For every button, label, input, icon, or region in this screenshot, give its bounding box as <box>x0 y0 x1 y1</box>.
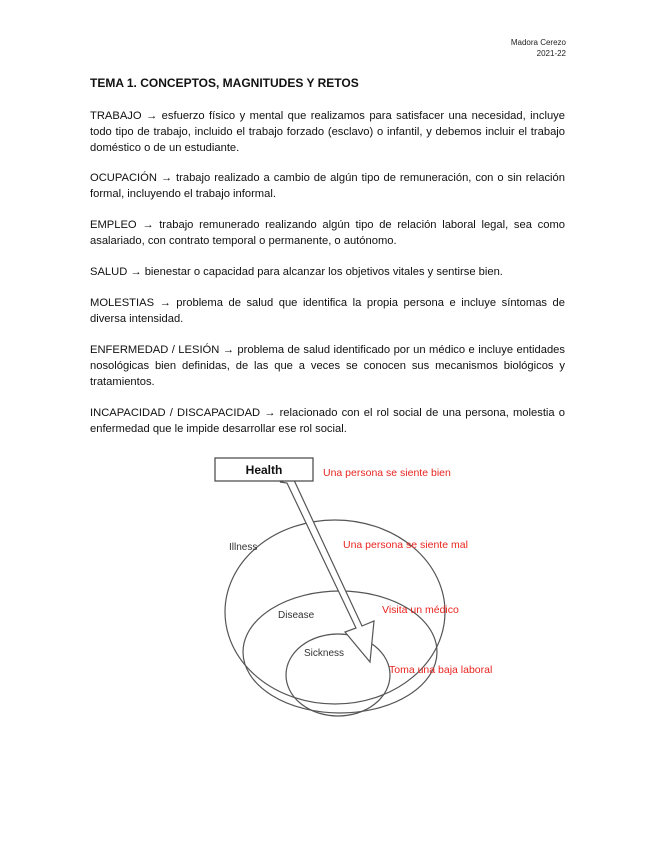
note-illness: Una persona se siente mal <box>343 539 468 551</box>
note-health: Una persona se siente bien <box>323 467 451 479</box>
sickness-label: Sickness <box>304 648 345 659</box>
health-illness-diagram <box>200 452 530 722</box>
definition-molestias: MOLESTIAS → problema de salud que identifica la propia persona e incluye síntomas de diversa intensidad. <box>90 297 565 325</box>
page-title: TEMA 1. CONCEPTOS, MAGNITUDES Y RETOS <box>90 76 359 90</box>
disease-label: Disease <box>278 610 315 621</box>
definition-empleo: EMPLEO → trabajo remunerado realizando algún tipo de relación laboral legal, sea como asalariado, con contrato temporal o permanente, o autónomo. <box>90 219 565 247</box>
definition-enfermedad: ENFERMEDAD / LESIÓN → problema de salud identificado por un médico e incluye entidades nosológicas bien definidas, de las que a veces se conocen sus mecanismos biológicos y tratamientos. <box>90 344 565 388</box>
health-label: Health <box>245 463 283 477</box>
document-header <box>511 37 566 59</box>
note-disease: Visita un médico <box>382 604 459 616</box>
definition-trabajo: TRABAJO → esfuerzo físico y mental que realizamos para satisfacer una necesidad, incluye todo tipo de trabajo, incluido el trabajo forzado (esclavo) o infantil, y debemos incluir el trabajo doméstico o de un estudiante. <box>90 110 565 154</box>
academic-year: 2021-22 <box>536 49 566 58</box>
illness-label: Illness <box>229 542 258 553</box>
author-name: Madora Cerezo <box>510 38 566 47</box>
definition-ocupacion: OCUPACIÓN → trabajo realizado a cambio de algún tipo de remuneración, con o sin relación formal, incluyendo el trabajo informal. <box>90 172 565 200</box>
note-sickness: Toma una baja laboral <box>389 664 493 676</box>
definition-salud: SALUD → bienestar o capacidad para alcanzar los objetivos vitales y sentirse bien. <box>90 266 503 278</box>
definition-incapacidad: INCAPACIDAD / DISCAPACIDAD → relacionado con el rol social de una persona, molestia o enfermedad que le impide desarrollar ese rol social. <box>90 407 565 435</box>
